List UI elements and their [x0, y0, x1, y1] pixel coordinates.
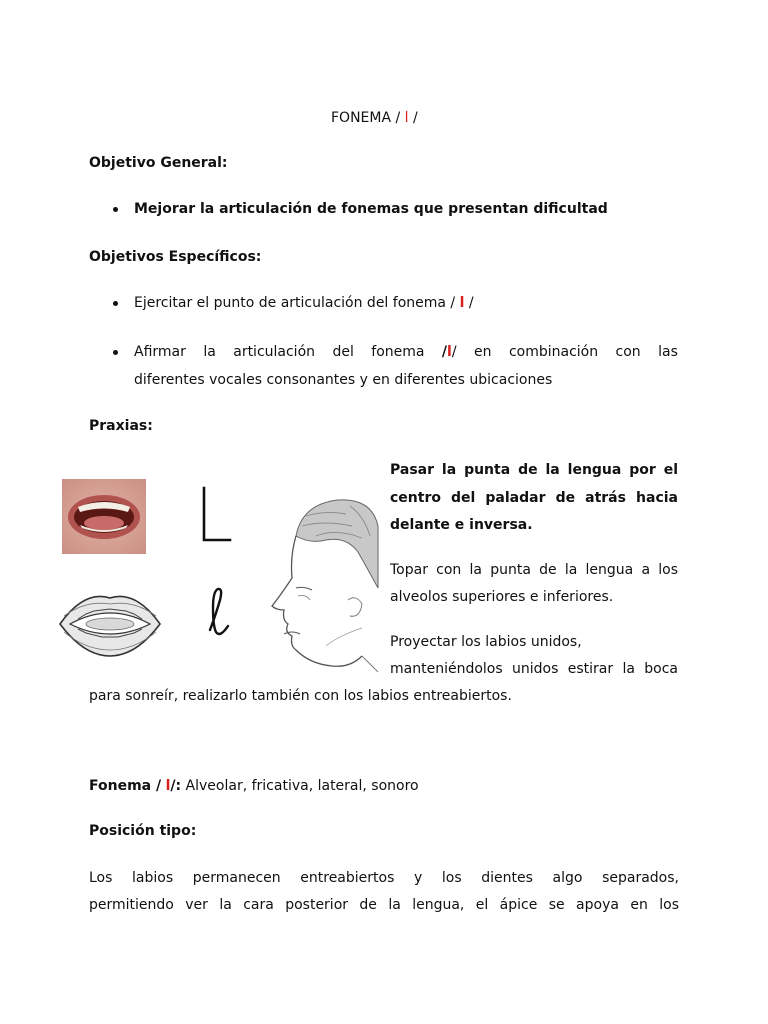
- specific-objective-2-line1: [134, 344, 678, 360]
- fonema-label-suffix: /:: [170, 778, 182, 794]
- word: del: [332, 344, 354, 360]
- fonema-description-line: [89, 778, 419, 794]
- specific-objective-1-text: Ejercitar el punto de articulación del fonema /: [134, 295, 456, 311]
- word: en: [474, 344, 492, 360]
- fonema-phoneme: l: [165, 778, 171, 794]
- mouth-diagram-icon: [56, 586, 164, 660]
- posicion-tipo-line1: Los labios permanecen entreabiertos y los dientes algo separados,: [89, 870, 679, 886]
- specific-objective-2-phoneme: l: [447, 344, 452, 360]
- praxis-3-line2: manteniéndolos unidos estirar la boca: [390, 661, 678, 677]
- praxis-2-line2: alveolos superiores e inferiores.: [390, 589, 614, 605]
- praxis-2-line1: Topar con la punta de la lengua a los: [390, 562, 678, 578]
- word: las: [658, 344, 678, 360]
- specific-objective-1-suffix: /: [468, 295, 474, 311]
- bullet-dot: [113, 207, 118, 212]
- word: fonema: [371, 344, 425, 360]
- praxis-1-line3: delante e inversa.: [390, 517, 533, 533]
- page-title: [331, 110, 418, 126]
- praxis-3-line1: Proyectar los labios unidos,: [390, 634, 582, 650]
- word: la: [203, 344, 216, 360]
- praxis-3-line3: para sonreír, realizarlo también con los labios entreabiertos.: [89, 688, 512, 704]
- specific-objective-2-line2: diferentes vocales consonantes y en diferentes ubicaciones: [134, 372, 553, 388]
- specific-objectives-heading: Objetivos Específicos:: [89, 249, 262, 265]
- bullet-dot: [113, 350, 118, 355]
- slash-open: /: [441, 344, 448, 360]
- word: combinación: [508, 344, 599, 360]
- praxis-1-line1: Pasar la punta de la lengua por el: [390, 462, 678, 478]
- phoneme-group: [442, 344, 457, 360]
- word: articulación: [233, 344, 316, 360]
- specific-objective-1: [134, 295, 474, 311]
- praxias-heading: Praxias:: [89, 418, 153, 434]
- fonema-label: Fonema /: [89, 778, 162, 794]
- title-phoneme: l: [404, 110, 409, 126]
- general-objective-heading: Objetivo General:: [89, 155, 228, 171]
- specific-objective-1-phoneme: l: [459, 295, 465, 311]
- letter-l-print-icon: [198, 486, 234, 544]
- letter-l-cursive-icon: [204, 584, 234, 638]
- general-objective-bullet: Mejorar la articulación de fonemas que presentan dificultad: [134, 201, 608, 217]
- slash-close: /: [451, 344, 457, 360]
- open-mouth-photo: [62, 479, 146, 554]
- bullet-dot: [113, 301, 118, 306]
- fonema-description: Alveolar, fricativa, lateral, sonoro: [185, 778, 419, 794]
- title-suffix: /: [413, 110, 418, 126]
- title-prefix: FONEMA /: [331, 110, 401, 126]
- word: Afirmar: [134, 344, 186, 360]
- face-profile-sketch-icon: [266, 496, 380, 676]
- posicion-tipo-line2: permitiendo ver la cara posterior de la lengua, el ápice se apoya en los: [89, 897, 679, 913]
- posicion-tipo-heading: Posición tipo:: [89, 823, 197, 839]
- word: con: [615, 344, 641, 360]
- praxis-1-line2: centro del paladar de atrás hacia: [390, 490, 678, 506]
